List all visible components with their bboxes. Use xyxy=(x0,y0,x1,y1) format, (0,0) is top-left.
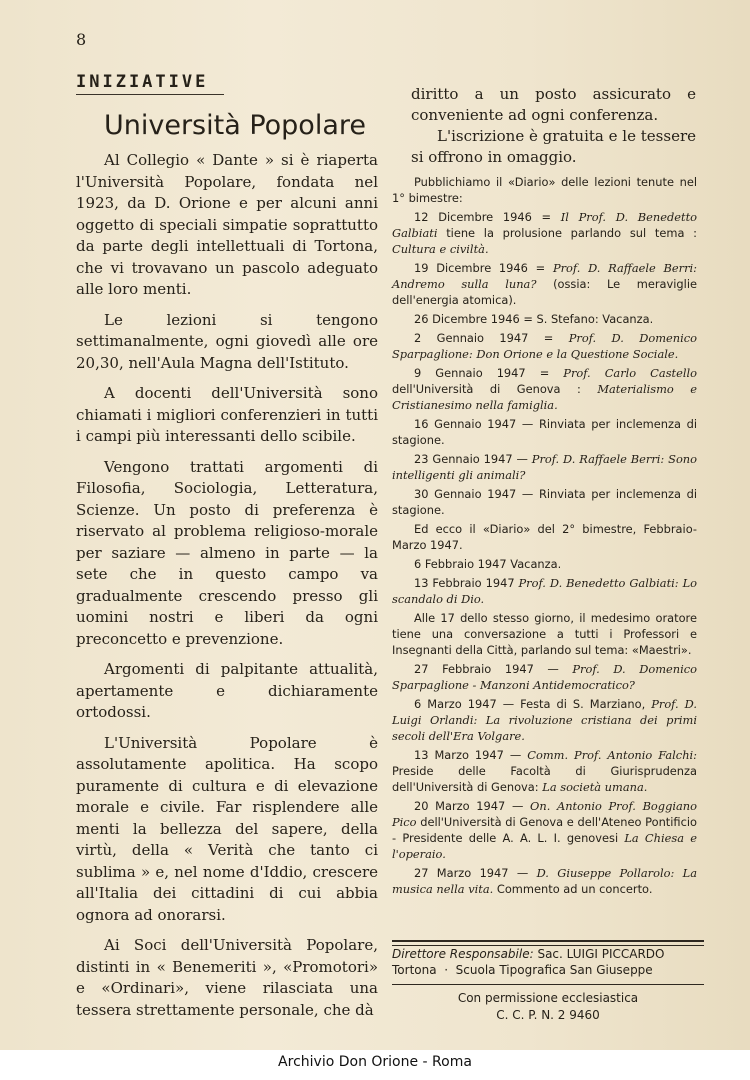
imprimatur xyxy=(392,990,704,1024)
lecture-text: 30 Gennaio 1947 — Rinviata per inclemenza di stagione. xyxy=(392,487,697,517)
lecture-entry xyxy=(392,610,697,658)
lecture-text: dell'Università di Genova e dell'Ateneo Pontificio - Presidente delle A. A. L. I. genovesi xyxy=(392,815,697,845)
archive-label: Archivio Don Orione - Roma xyxy=(278,1054,472,1070)
lecture-text: 19 Dicembre 1946 = xyxy=(414,261,553,275)
section-label: INIZIATIVE xyxy=(76,72,224,95)
rule xyxy=(392,984,704,985)
lecture-title: Comm. Prof. Antonio Falchi: xyxy=(527,748,698,762)
imprimatur-line: Con permissione ecclesiastica xyxy=(457,991,639,1005)
lecture-entry xyxy=(392,521,697,553)
lecture-title: Prof. D. Domenico Sparpaglione: Don Orione e la Questione Sociale. xyxy=(392,331,698,361)
paragraph: L'iscrizione è gratuita e le tessere si offrono in omaggio. xyxy=(411,127,696,166)
lecture-entry xyxy=(392,260,697,308)
lecture-text: dell'Università di Genova : xyxy=(392,382,598,396)
lecture-text: 16 Gennaio 1947 — Rinviata per inclemenza di stagione. xyxy=(392,417,697,447)
lecture-entry xyxy=(392,556,697,572)
lecture-text: 2 Gennaio 1947 = xyxy=(414,331,569,345)
lecture-title: Prof. D. Raffaele Berri: Andremo sulla luna? xyxy=(392,261,697,291)
right-column-intro xyxy=(411,84,696,168)
paragraph: Al Collegio « Dante » si è riaperta l'Università Popolare, fondata nel 1923, da D. Orione e per alcuni anni oggetto di speciali simpatie soprattutto da parte degli intellettuali di Tortona, che vi trovavano un pascolo adeguato alle loro menti. xyxy=(76,151,378,298)
lecture-entry xyxy=(392,451,697,483)
colophon: Direttore Responsabile: Sac. LUIGI PICCARDO Tortona · Scuola Tipografica San Giuseppe xyxy=(392,947,665,977)
paragraph: diritto a un posto assicurato e conveniente ad ogni conferenza. xyxy=(411,85,696,124)
lecture-text: Preside delle Facoltà di Giurisprudenza dell'Università di Genova: xyxy=(392,764,697,794)
lecture-entry xyxy=(392,209,697,257)
lecture-text: 6 Febbraio 1947 Vacanza. xyxy=(414,557,562,571)
lecture-entry xyxy=(392,365,697,413)
paragraph: Ai Soci dell'Università Popolare, distinti in « Benemeriti », «Promotori» e «Ordinari», viene rilasciata una tessera strettamente personale, che dà xyxy=(76,936,378,1019)
lecture-text: 13 Febbraio 1947 xyxy=(414,576,519,590)
lecture-entry xyxy=(392,798,697,862)
paragraph: A docenti dell'Università sono chiamati i migliori conferenzieri in tutti i campi più interessanti dello scibile. xyxy=(76,384,378,445)
paragraph: Le lezioni si tengono settimanalmente, ogni giovedì alle ore 20,30, nell'Aula Magna dell'Istituto. xyxy=(76,310,378,372)
page-number: 8 xyxy=(76,30,87,49)
article-title: Università Popolare xyxy=(103,110,366,141)
lecture-text: 26 Dicembre 1946 = S. Stefano: Vacanza. xyxy=(414,312,654,326)
lecture-text: Commento ad un concerto. xyxy=(493,882,653,896)
lecture-text: 13 Marzo 1947 — xyxy=(414,748,528,762)
lecture-entry xyxy=(392,747,697,795)
lecture-diary xyxy=(392,174,697,900)
lecture-text: (ossia: Le meraviglie dell'energia atomica). xyxy=(392,277,697,307)
postal-account: C. C. P. N. 2 9460 xyxy=(496,1008,600,1022)
lecture-text: Ed ecco il «Diario» del 2° bimestre, Febbraio-Marzo 1947. xyxy=(392,522,697,552)
lecture-title: Materialismo e Cristianesimo nella famiglia. xyxy=(392,382,697,412)
lecture-entry xyxy=(392,661,697,693)
lecture-title: Prof. D. Luigi Orlandi: La rivoluzione cristiana dei primi secoli dell'Era Volgare. xyxy=(392,697,697,743)
lecture-text: tiene la prolusione parlando sul tema : xyxy=(437,226,697,240)
lecture-text: Alle 17 dello stesso giorno, il medesimo oratore tiene una conversazione a tutti i Professori e Insegnanti della Città, parlando sul tema: «Maestri». xyxy=(392,611,697,657)
lecture-text: 6 Marzo 1947 — Festa di S. Marziano, xyxy=(414,697,652,711)
lecture-text: Pubblichiamo il «Diario» delle lezioni tenute nel 1° bimestre: xyxy=(392,175,697,205)
lecture-title: Prof. D. Benedetto Galbiati: Lo scandalo di Dio. xyxy=(392,576,698,606)
lecture-text: 27 Febbraio 1947 — xyxy=(414,662,573,676)
lecture-title: On. Antonio Prof. Boggiano Pico xyxy=(392,799,698,829)
lecture-title: Prof. D. Raffaele Berri: Sono intelligenti gli animali? xyxy=(392,452,697,482)
lecture-entry xyxy=(392,575,697,607)
lecture-text: 27 Marzo 1947 — xyxy=(414,866,537,880)
city: Tortona xyxy=(392,963,437,977)
paragraph: L'Università Popolare è assolutamente apolitica. Ha scopo puramente di cultura e di elevazione morale e civile. Far risplendere alle menti la bellezza del sapere, della virtù, della « Verità che tanto ci sublima » e, nel nome d'Iddio, crescere all'Italia dei cittadini di cui abbia ognora ad onorarsi. xyxy=(76,733,378,924)
lecture-entry xyxy=(392,311,697,327)
paragraph: Argomenti di palpitante attualità, apertamente e dichiaramente ortodossi. xyxy=(76,660,378,721)
lecture-entry xyxy=(392,696,697,744)
printer: Scuola Tipografica San Giuseppe xyxy=(455,963,653,977)
lecture-title: La Chiesa e l'operaio. xyxy=(392,831,697,861)
lecture-entry xyxy=(392,174,697,206)
lecture-entry xyxy=(392,865,697,897)
lecture-entry xyxy=(392,416,697,448)
lecture-entry xyxy=(392,330,697,362)
lecture-title: La società umana. xyxy=(542,780,648,794)
director-label: Direttore Responsabile: xyxy=(392,947,534,961)
paragraph: Vengono trattati argomenti di Filosofia, Sociologia, Letteratura, Scienze. Un posto di preferenza è riservato al problema religioso-morale per saziare — almeno in parte — la sete che in questo campo va gradualmente crescendo presso gli uomini nostri e liberi da ogni preconcetto e prevenzione. xyxy=(76,457,378,648)
lecture-text: 12 Dicembre 1946 = xyxy=(414,210,561,224)
director-name: Sac. LUIGI PICCARDO xyxy=(533,947,665,961)
lecture-entry xyxy=(392,486,697,518)
lecture-title: Il Prof. D. Benedetto Galbiati xyxy=(392,210,698,240)
lecture-title: Prof. D. Domenico Sparpaglione - Manzoni Antidemocratico? xyxy=(392,662,697,692)
lecture-text: 9 Gennaio 1947 = xyxy=(414,366,564,380)
lecture-title: D. Giuseppe Pollarolo: La musica nella vita. xyxy=(392,866,697,896)
lecture-title: Cultura e civiltà. xyxy=(392,242,489,256)
left-column xyxy=(76,150,378,1030)
lecture-text: 20 Marzo 1947 — xyxy=(414,799,531,813)
lecture-text: 23 Gennaio 1947 — xyxy=(414,452,532,466)
lecture-title: Prof. Carlo Castello xyxy=(563,366,697,380)
